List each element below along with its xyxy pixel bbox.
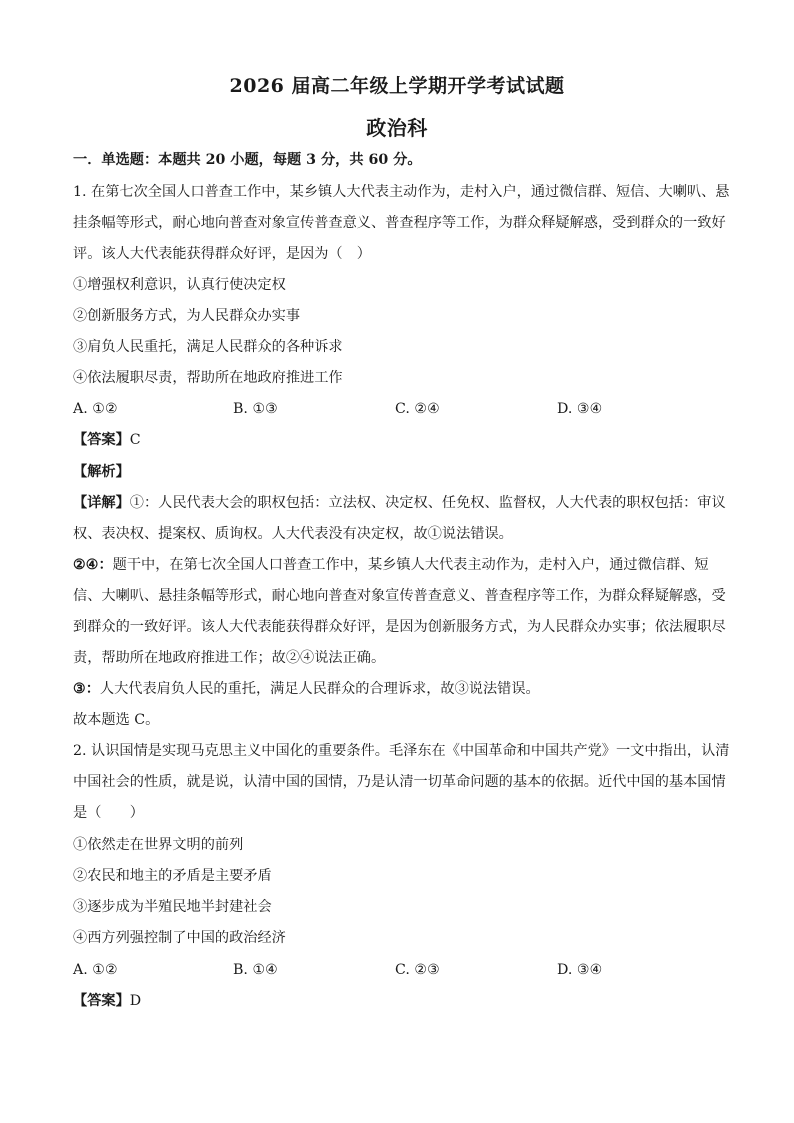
q1-statement: ③肩负人民重托，满足人民群众的各种诉求 — [73, 339, 343, 355]
q1-option-c: C. ②④ — [395, 401, 440, 417]
answer-value: C — [129, 432, 141, 448]
q1-detail3-line — [73, 679, 723, 699]
q2-option-b: B. ①④ — [233, 962, 278, 978]
detail24-label: ②④： — [73, 557, 113, 573]
q1-answer — [73, 430, 723, 450]
q1-detail24-line: 责，帮助所在地政府推进工作；故②④说法正确。 — [73, 650, 386, 666]
detail3-label: ③： — [73, 681, 100, 697]
detail3-text: 人大代表肩负人民的重托，满足人民群众的合理诉求，故③说法错误。 — [99, 681, 540, 697]
q1-detail24-line — [73, 555, 723, 575]
q2-option-c: C. ②③ — [395, 962, 440, 978]
subject-title: 政治科 — [366, 116, 428, 140]
q2-statement: ③逐步成为半殖民地半封建社会 — [73, 899, 272, 915]
q1-option-d: D. ③④ — [557, 401, 603, 417]
q2-stem-line: 2. 认识国情是实现马克思主义中国化的重要条件。毛泽东在《中国革命和中国共产党》一文中指出，认清 — [73, 743, 730, 759]
q1-detail24-line: 到群众的一致好评。该人大代表能获得群众好评，是因为创新服务方式，为人民群众办实事；依法履职尽 — [73, 619, 726, 635]
exam-title: 2026 届高二年级上学期开学考试试题 — [229, 75, 565, 97]
detail-label: 【详解】 — [73, 495, 130, 511]
answer-label: 【答案】 — [73, 993, 130, 1009]
section-heading: 一．单选题：本题共 20 小题，每题 3 分，共 60 分。 — [73, 152, 422, 168]
detail24-text: 题干中，在第七次全国人口普查工作中，某乡镇人大代表主动作为，走村入户，通过微信群、短 — [112, 557, 709, 573]
q1-conclusion: 故本题选 C。 — [73, 712, 160, 728]
answer-label: 【答案】 — [73, 432, 130, 448]
q1-detail-line — [73, 493, 726, 513]
q2-statement: ①依然走在世界文明的前列 — [73, 837, 244, 853]
q1-option-a: A. ①② — [73, 401, 118, 417]
q2-stem-line: 是（ ） — [73, 805, 144, 821]
q1-option-b: B. ①③ — [233, 401, 278, 417]
q2-option-d: D. ③④ — [557, 962, 603, 978]
q2-option-a: A. ①② — [73, 962, 118, 978]
q1-analysis-label: 【解析】 — [73, 464, 130, 480]
q2-answer — [73, 991, 723, 1011]
q1-detail-line: 权、表决权、提案权、质询权。人大代表没有决定权，故①说法错误。 — [73, 526, 513, 542]
q1-stem-line: 评。该人大代表能获得群众好评，是因为（ ） — [73, 246, 371, 262]
q1-statement: ②创新服务方式，为人民群众办实事 — [73, 308, 301, 324]
q1-stem-line: 1. 在第七次全国人口普查工作中，某乡镇人大代表主动作为，走村入户，通过微信群、短信、大喇叭、悬 — [73, 184, 730, 200]
q1-statement: ①增强权利意识，认真行使决定权 — [73, 277, 286, 293]
q2-stem-line: 中国社会的性质，就是说，认清中国的国情，乃是认清一切革命问题的基本的依据。近代中国的基本国情 — [73, 774, 726, 790]
q2-statement: ②农民和地主的矛盾是主要矛盾 — [73, 868, 272, 884]
q1-stem-line: 挂条幅等形式，耐心地向普查对象宣传普查意义、普查程序等工作，为群众释疑解惑，受到群众的一致好 — [73, 215, 726, 231]
answer-value: D — [129, 993, 142, 1009]
q1-statement: ④依法履职尽责，帮助所在地政府推进工作 — [73, 370, 343, 386]
detail-text: ①：人民代表大会的职权包括：立法权、决定权、任免权、监督权，人大代表的职权包括：审议 — [129, 495, 726, 511]
q2-statement: ④西方列强控制了中国的政治经济 — [73, 930, 286, 946]
q1-detail24-line: 信、大喇叭、悬挂条幅等形式，耐心地向普查对象宣传普查意义、普查程序等工作，为群众释疑解惑，受 — [73, 588, 726, 604]
